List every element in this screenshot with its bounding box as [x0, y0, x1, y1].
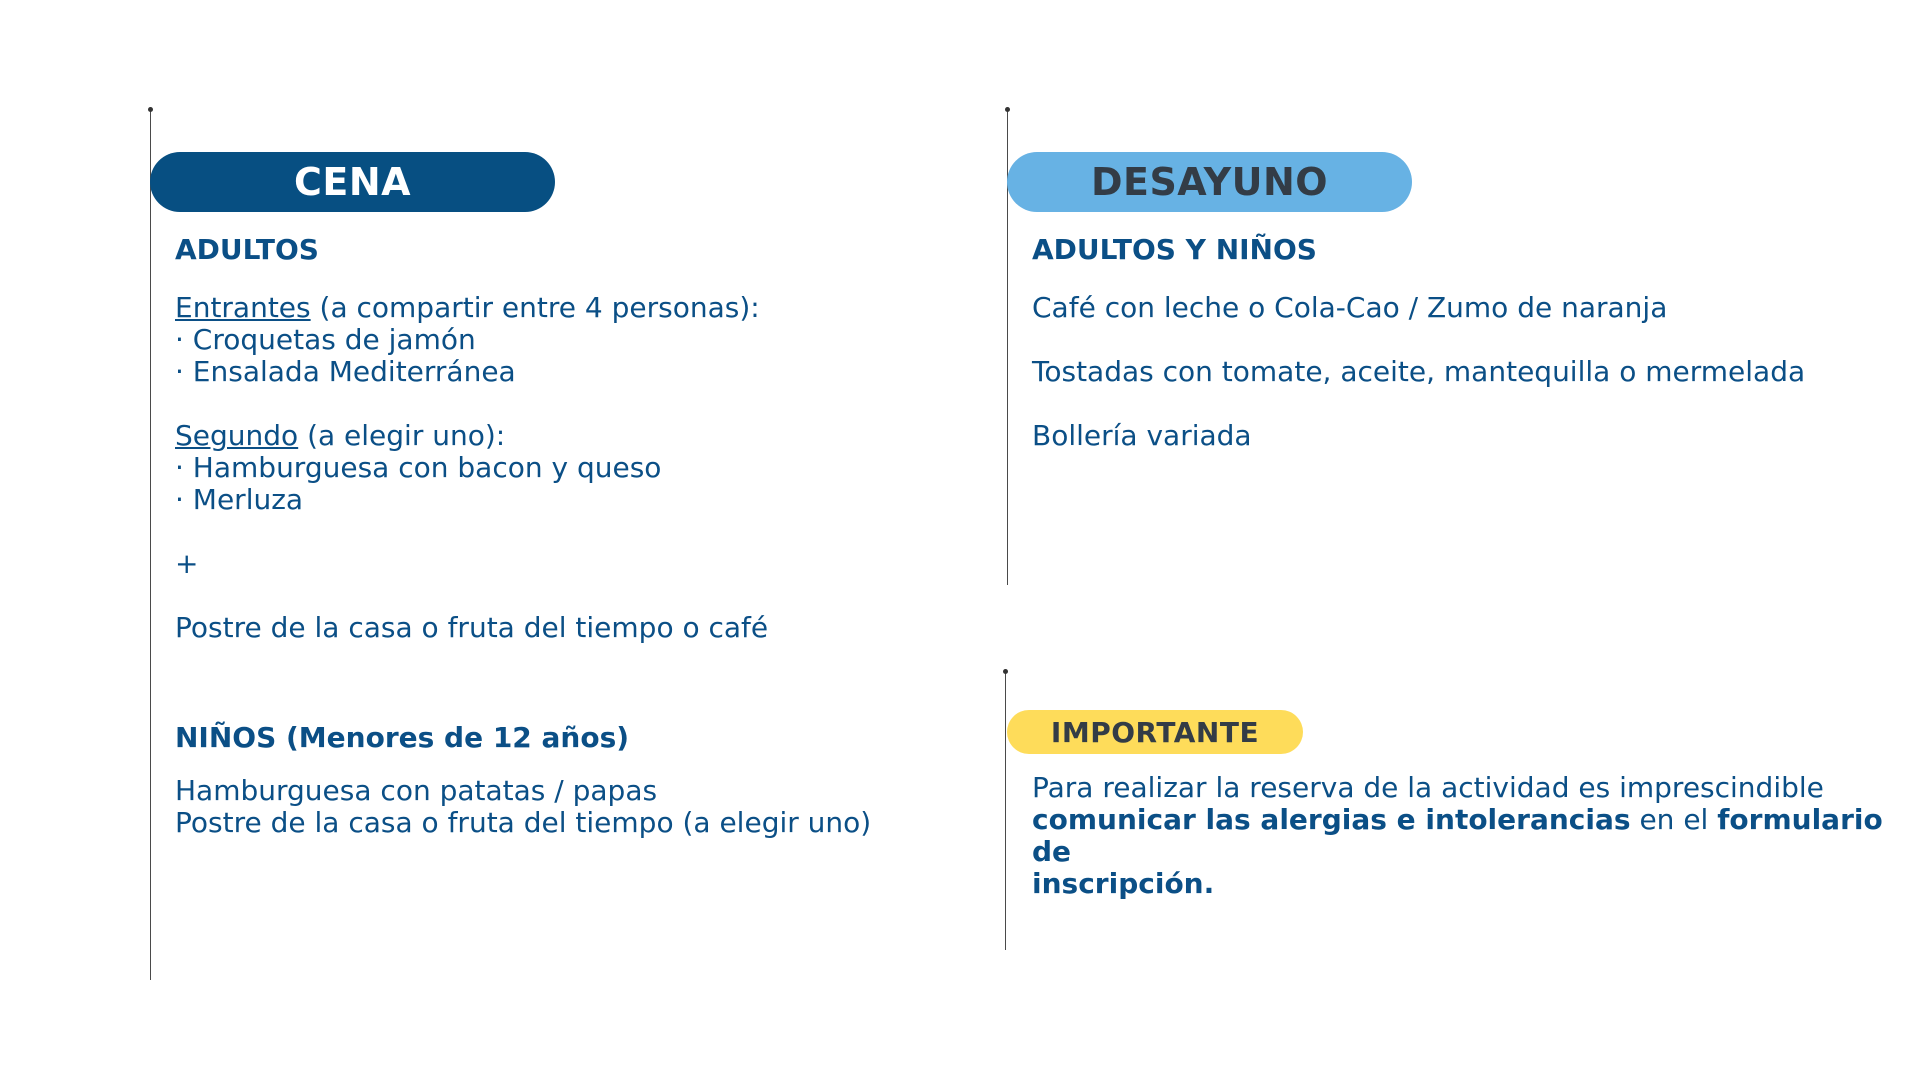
segundo-label: Segundo — [175, 419, 299, 452]
segundo-item: · Hamburguesa con bacon y queso — [175, 451, 662, 484]
importante-title-pill — [1007, 710, 1303, 754]
ninos-heading: NIÑOS (Menores de 12 años) — [175, 721, 630, 754]
segundo-line — [175, 420, 935, 452]
desayuno-heading-section — [1032, 234, 1852, 266]
entrantes-item: · Croquetas de jamón — [175, 323, 476, 356]
importante-text — [1032, 772, 1892, 900]
desayuno-title: DESAYUNO — [1090, 160, 1329, 204]
spacer — [175, 516, 935, 548]
cena-title-pill — [150, 152, 555, 212]
desayuno-item: Café con leche o Cola-Cao / Zumo de naranja — [1032, 291, 1668, 324]
cena-title: CENA — [293, 160, 412, 204]
entrantes-note: (a compartir entre 4 personas): — [310, 291, 760, 324]
ninos-items — [175, 775, 995, 839]
spacer — [1032, 324, 1892, 356]
cena-ninos-section — [175, 722, 955, 754]
adultos-heading: ADULTOS — [175, 233, 319, 266]
right-bottom-divider-line — [1005, 672, 1006, 950]
importante-line-1: Para realizar la reserva de la actividad es imprescindible — [1032, 771, 1824, 804]
ninos-item: Hamburguesa con patatas / papas — [175, 774, 658, 807]
desayuno-items — [1032, 292, 1892, 452]
ninos-item: Postre de la casa o fruta del tiempo (a elegir uno) — [175, 806, 872, 839]
segundo-note: (a elegir uno): — [298, 419, 506, 452]
importante-line-2 — [1032, 804, 1892, 868]
spacer — [175, 388, 935, 420]
spacer — [1032, 388, 1892, 420]
plus-sign: + — [175, 547, 199, 580]
inscripcion-bold-text: inscripción. — [1032, 867, 1215, 900]
formulario-bold-text: formulario de — [1032, 803, 1883, 868]
entrantes-label: Entrantes — [175, 291, 311, 324]
desayuno-heading: ADULTOS Y NIÑOS — [1032, 233, 1317, 266]
desayuno-title-pill — [1007, 152, 1412, 212]
importante-connector: en el — [1630, 803, 1718, 836]
importante-line-3 — [1032, 868, 1892, 900]
segundo-item: · Merluza — [175, 483, 304, 516]
left-divider-line — [150, 110, 151, 980]
spacer — [175, 580, 935, 612]
desayuno-item: Bollería variada — [1032, 419, 1252, 452]
entrantes-line — [175, 292, 935, 324]
entrantes-section — [175, 292, 935, 644]
alergias-bold-text: comunicar las alergias e intolerancias — [1032, 803, 1631, 836]
importante-title: IMPORTANTE — [1050, 715, 1260, 749]
postre-line: Postre de la casa o fruta del tiempo o café — [175, 611, 769, 644]
entrantes-item: · Ensalada Mediterránea — [175, 355, 516, 388]
cena-adultos-section — [175, 234, 935, 266]
desayuno-item: Tostadas con tomate, aceite, mantequilla o mermelada — [1032, 355, 1806, 388]
